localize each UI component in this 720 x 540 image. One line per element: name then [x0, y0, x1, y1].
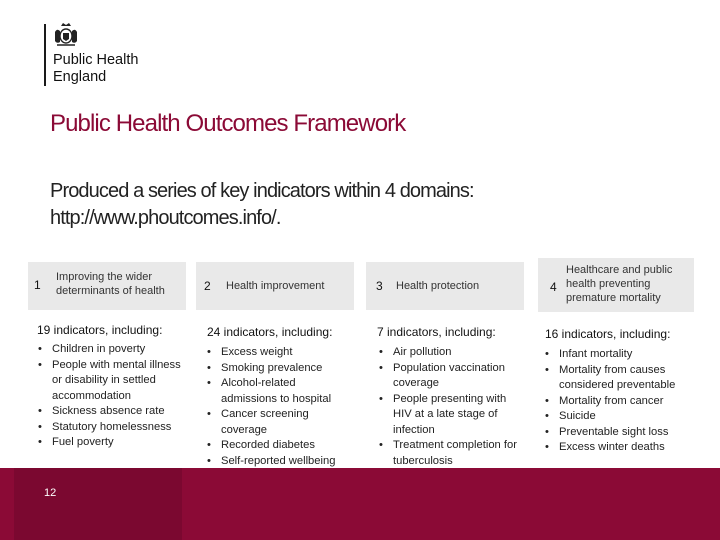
logo-line-2: England — [53, 69, 107, 85]
domain-1-header — [28, 262, 186, 310]
list-item: • Recorded diabetes — [205, 438, 353, 454]
list-item: • Infant mortality — [543, 347, 693, 363]
domain-3-count: 7 indicators, including: — [377, 325, 496, 339]
list-item: • Suicide — [543, 409, 693, 425]
list-item: • Preventable sight loss — [543, 425, 693, 441]
domain-1-title-line-2: determinants of health — [56, 285, 165, 297]
domain-3-header — [366, 262, 524, 310]
logo-divider — [44, 24, 46, 86]
domain-4-title-line-1: Healthcare and public — [566, 264, 673, 276]
footer-band — [0, 468, 720, 540]
royal-crest-icon — [53, 22, 79, 48]
domain-1-list — [36, 342, 188, 451]
domain-2-title — [226, 279, 324, 293]
phe-logo — [44, 22, 164, 92]
list-item: • People with mental illness or disability in settled accommodation — [36, 358, 188, 405]
list-item: • Alcohol-related admissions to hospital — [205, 376, 353, 407]
page-subtitle — [50, 178, 670, 232]
domain-4-header — [538, 258, 694, 312]
domain-4-list — [543, 347, 693, 456]
list-item: • People presenting with HIV at a late stage of infection — [377, 392, 522, 439]
logo-wordmark — [53, 52, 138, 86]
domain-1-title — [56, 270, 165, 298]
domain-4-title — [566, 263, 672, 305]
domain-2-header — [196, 262, 354, 310]
domain-4-title-line-3: premature mortality — [566, 292, 661, 304]
domain-1-count: 19 indicators, including: — [37, 323, 163, 337]
domain-2-list — [205, 345, 353, 469]
domain-3-title-line-1: Health protection — [396, 280, 480, 292]
subtitle-line-2: http://www.phoutcomes.info/. — [50, 207, 281, 229]
domain-1-number: 1 — [34, 278, 41, 292]
domain-3-list — [377, 345, 522, 469]
list-item: • Mortality from cancer — [543, 394, 693, 410]
list-item: • Cancer screening coverage — [205, 407, 353, 438]
list-item: • Excess winter deaths — [543, 440, 693, 456]
list-item: • Statutory homelessness — [36, 420, 188, 436]
list-item: • Self-reported wellbeing — [205, 454, 353, 470]
list-item: • Smoking prevalence — [205, 361, 353, 377]
domain-4-count: 16 indicators, including: — [545, 327, 671, 341]
list-item: • Air pollution — [377, 345, 522, 361]
page-title: Public Health Outcomes Framework — [50, 110, 406, 137]
domain-4-number: 4 — [550, 280, 557, 294]
list-item: • Sickness absence rate — [36, 404, 188, 420]
footer-panel — [14, 468, 182, 540]
domain-3-title — [396, 279, 479, 293]
domain-2-title-line-1: Health improvement — [226, 280, 325, 292]
list-item: • Fuel poverty — [36, 435, 188, 451]
domain-1-title-line-1: Improving the wider — [56, 271, 152, 283]
list-item: • Population vaccination coverage — [377, 361, 522, 392]
domain-4-title-line-2: health preventing — [566, 278, 651, 290]
domain-2-count: 24 indicators, including: — [207, 325, 333, 339]
list-item: • Mortality from causes considered preventable — [543, 363, 693, 394]
list-item: • Treatment completion for tuberculosis — [377, 438, 522, 469]
list-item: • Excess weight — [205, 345, 353, 361]
domain-3-number: 3 — [376, 279, 383, 293]
domain-2-number: 2 — [204, 279, 211, 293]
page-number: 12 — [44, 487, 57, 499]
logo-line-1: Public Health — [53, 52, 139, 68]
list-item: • Children in poverty — [36, 342, 188, 358]
subtitle-line-1: Produced a series of key indicators within 4 domains: — [50, 180, 474, 202]
